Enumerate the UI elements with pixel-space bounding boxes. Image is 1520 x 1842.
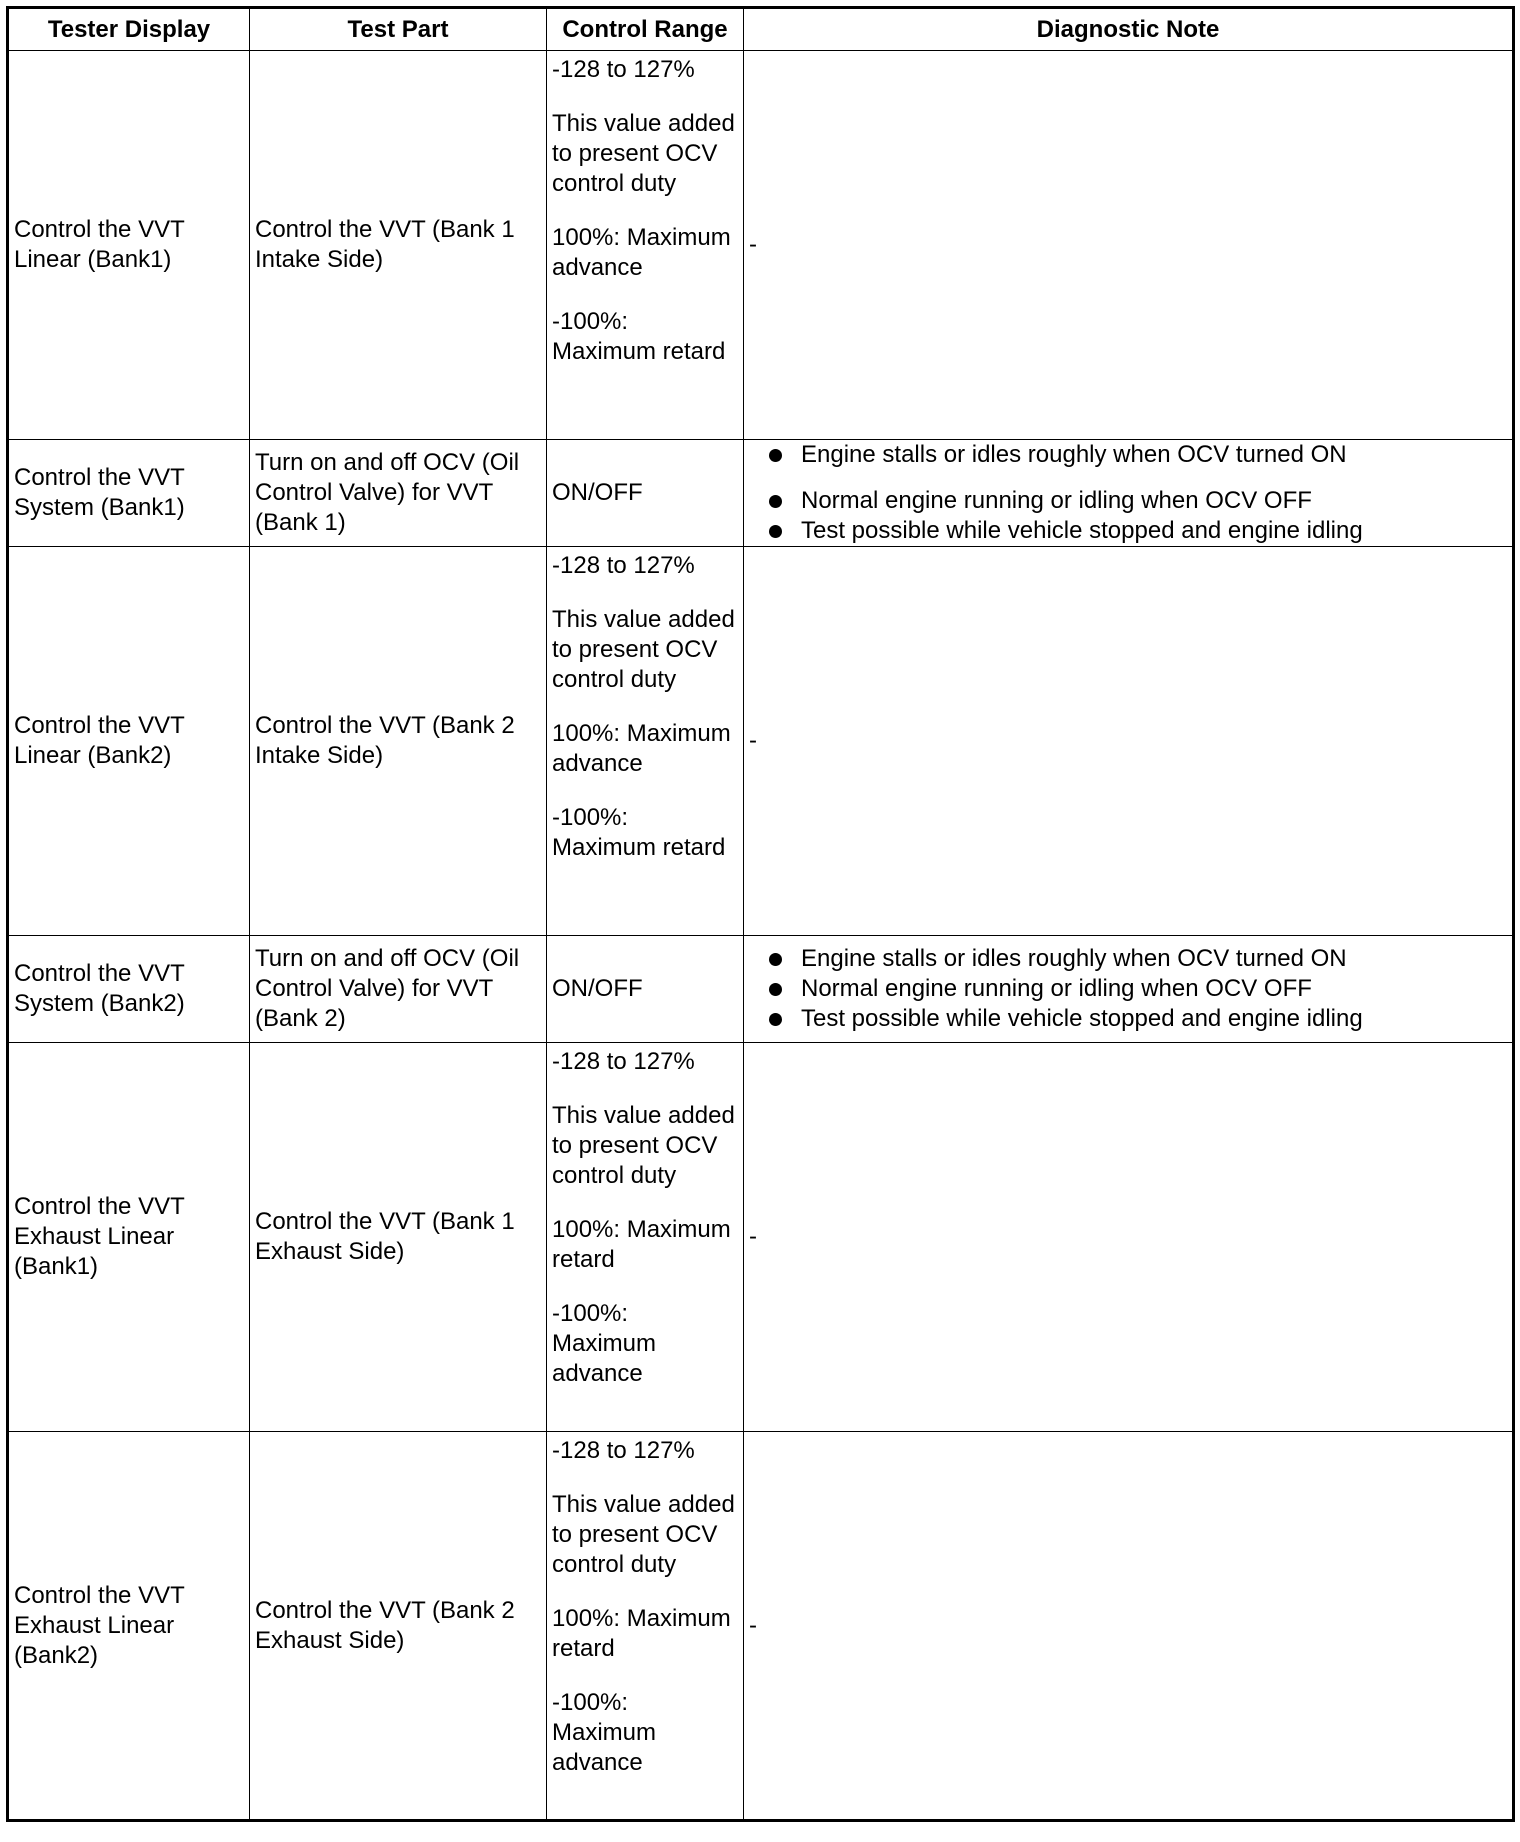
range-line: -128 to 127%: [552, 56, 695, 83]
control-range-cell: [547, 1432, 744, 1821]
note-item: Test possible while vehicle stopped and engine idling: [769, 516, 1512, 546]
active-test-table-container: [6, 6, 1512, 1822]
diagnostic-note-cell: -: [744, 1432, 1514, 1821]
bullet-dot-icon: [769, 953, 782, 966]
tester-display-cell: Control the VVT System (Bank1): [8, 440, 250, 547]
header-control-range: Control Range: [547, 8, 744, 51]
test-part-cell: Control the VVT (Bank 2 Exhaust Side): [250, 1432, 547, 1821]
range-line: 100%: Maximum retard: [552, 1216, 731, 1273]
table-row: [8, 51, 1514, 440]
table-header-row: [8, 8, 1514, 51]
diagnostic-note-cell: [744, 440, 1514, 547]
range-line: -100%: Maximum advance: [552, 1689, 657, 1776]
bullet-dot-icon: [769, 525, 782, 538]
note-item: Normal engine running or idling when OCV OFF: [769, 486, 1512, 516]
note-item: Engine stalls or idles roughly when OCV turned ON: [769, 440, 1512, 470]
note-item: Normal engine running or idling when OCV OFF: [769, 974, 1512, 1004]
control-range-cell: [547, 51, 744, 440]
tester-display-cell: Control the VVT System (Bank2): [8, 936, 250, 1043]
test-part-cell: Control the VVT (Bank 1 Intake Side): [250, 51, 547, 440]
control-range-cell: ON/OFF: [547, 440, 744, 547]
table-row: [8, 1043, 1514, 1432]
active-test-table: [6, 6, 1515, 1822]
bullet-dot-icon: [769, 983, 782, 996]
range-line: This value added to present OCV control duty: [552, 1491, 735, 1578]
note-list: [749, 440, 1512, 546]
test-part-cell: Turn on and off OCV (Oil Control Valve) for VVT (Bank 2): [250, 936, 547, 1043]
range-line: -100%: Maximum retard: [552, 804, 726, 861]
tester-display-cell: Control the VVT Linear (Bank1): [8, 51, 250, 440]
range-line: -128 to 127%: [552, 1437, 695, 1464]
table-row: [8, 440, 1514, 547]
header-test-part: Test Part: [250, 8, 547, 51]
test-part-cell: Turn on and off OCV (Oil Control Valve) for VVT (Bank 1): [250, 440, 547, 547]
note-list: [749, 944, 1512, 1034]
bullet-dot-icon: [769, 1013, 782, 1026]
note-item: Engine stalls or idles roughly when OCV turned ON: [769, 944, 1512, 974]
range-line: -128 to 127%: [552, 552, 695, 579]
diagnostic-note-cell: -: [744, 51, 1514, 440]
tester-display-cell: Control the VVT Exhaust Linear (Bank2): [8, 1432, 250, 1821]
diagnostic-note-cell: -: [744, 1043, 1514, 1432]
range-line: 100%: Maximum retard: [552, 1605, 731, 1662]
table-row: [8, 936, 1514, 1043]
diagnostic-note-cell: -: [744, 547, 1514, 936]
test-part-cell: Control the VVT (Bank 2 Intake Side): [250, 547, 547, 936]
control-range-cell: [547, 1043, 744, 1432]
table-row: [8, 547, 1514, 936]
bullet-dot-icon: [769, 449, 782, 462]
range-line: This value added to present OCV control duty: [552, 1102, 735, 1189]
range-line: -128 to 127%: [552, 1048, 695, 1075]
range-line: 100%: Maximum advance: [552, 720, 731, 777]
range-line: -100%: Maximum advance: [552, 1300, 657, 1387]
control-range-cell: ON/OFF: [547, 936, 744, 1043]
range-line: -100%: Maximum retard: [552, 308, 726, 365]
range-line: This value added to present OCV control duty: [552, 110, 735, 197]
diagnostic-note-cell: [744, 936, 1514, 1043]
header-tester-display: Tester Display: [8, 8, 250, 51]
control-range-cell: [547, 547, 744, 936]
table-row: [8, 1432, 1514, 1821]
header-diagnostic-note: Diagnostic Note: [744, 8, 1514, 51]
range-line: This value added to present OCV control duty: [552, 606, 735, 693]
tester-display-cell: Control the VVT Exhaust Linear (Bank1): [8, 1043, 250, 1432]
bullet-dot-icon: [769, 495, 782, 508]
test-part-cell: Control the VVT (Bank 1 Exhaust Side): [250, 1043, 547, 1432]
note-item: Test possible while vehicle stopped and engine idling: [769, 1004, 1512, 1034]
range-line: 100%: Maximum advance: [552, 224, 731, 281]
tester-display-cell: Control the VVT Linear (Bank2): [8, 547, 250, 936]
